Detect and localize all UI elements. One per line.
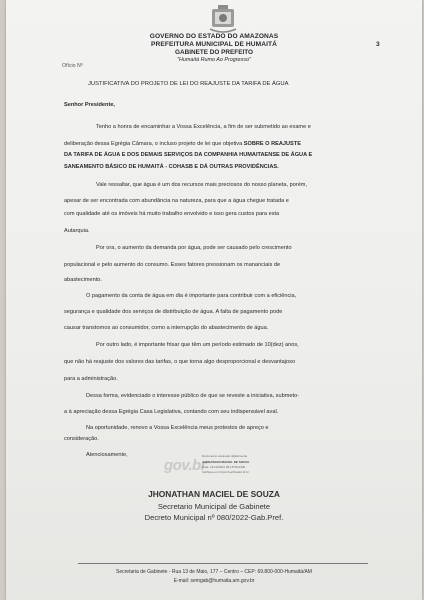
paragraph-4-line: segurança e qualidade dos serviços de distribuição de água. A falta de pagamento pode — [64, 309, 283, 315]
footer-email: E-mail: semgab@humaita.am.gov.br — [173, 578, 255, 584]
gov-br-logo: gov.br — [164, 457, 207, 474]
digital-signature-name: JHONATHAN MACIEL DE SOUZA — [202, 460, 250, 464]
paragraph-4-line: causar transtornos ao consumidor, como a interrupção do abastecimento de água. — [64, 325, 269, 331]
document-page — [6, 0, 422, 600]
page-number: 3 — [376, 41, 380, 48]
paragraph-3-line: populacional e pelo aumento do consumo. Esses fatores pressionam os mananciais de — [64, 262, 281, 268]
paragraph-1-bold-text: SOBRE O REAJUSTE — [243, 141, 301, 147]
paragraph-2-line: com qualidade até os imóveis há muito trabalho envolvido e isso gera custos para esta — [64, 211, 280, 217]
header-motto: "Humaitá Rumo Ao Progresso" — [177, 57, 251, 63]
signatory-name: JHONATHAN MACIEL DE SOUZA — [148, 489, 280, 499]
greeting: Senhor Presidente, — [64, 102, 115, 108]
paragraph-1-line: SANEAMENTO BÁSICO DE HUMAITÁ - COHASB E DÁ OUTRAS PROVIDÊNCIAS. — [64, 164, 279, 170]
paragraph-7-line: consideração. — [64, 436, 99, 442]
digital-signature-verify: Verifique em https://verificador.iti.br — [202, 470, 249, 474]
signatory-decree: Decreto Municipal nº 080/2022-Gab.Pref. — [144, 513, 284, 522]
paragraph-6-line: a à apreciação dessa Egrégia Casa Legislativa, contando com seu indispensável aval. — [64, 409, 279, 415]
paragraph-1-line: DA TARIFA DE ÁGUA E DOS DEMAIS SERVIÇOS DA COMPANHIA HUMAITAENSE DE ÁGUA E — [64, 152, 313, 158]
header-office: GABINETE DO PREFEITO — [175, 49, 253, 56]
document-subject: JUSTIFICATIVA DO PROJETO DE LEI DO REAJUSTE DA TARIFA DE ÁGUA — [88, 81, 289, 87]
paragraph-2-line: Autarquia. — [64, 228, 90, 234]
footer-divider — [78, 563, 368, 564]
paragraph-5-line: para a administração. — [64, 376, 118, 382]
paragraph-1-line: Tenho a honra de encaminhar a Vossa Excelência, a fim de ser submetido ao exame e — [96, 124, 311, 130]
paragraph-5-line: que não há reajuste dos valores das tarifas, o que torna algo desproporcional e desvantajoso — [64, 359, 296, 365]
coat-of-arms-icon — [208, 4, 238, 34]
footer-address: Secretaria de Gabinete - Rua 13 de Maio, 177 – Centro – CEP: 69.800-000-Humaitá/AM — [116, 569, 312, 575]
header-city-hall: PREFEITURA MUNICIPAL DE HUMAITÁ — [150, 41, 278, 48]
digital-signature-line: Documento assinado digitalmente — [202, 454, 248, 458]
signatory-role: Secretario Municipal de Gabinete — [157, 502, 271, 511]
paragraph-4-line: O pagamento da conta de água em dia é importante para contribuir com a eficiência, — [86, 293, 297, 299]
paragraph-3-line: abastecimento. — [64, 277, 102, 283]
paragraph-6-line: Dessa forma, evidenciado o interesse público de que se reveste a iniciativa, submeto- — [86, 393, 299, 399]
paragraph-1-line — [64, 142, 410, 148]
paragraph-2-line: apesar de ser encontrada com abundância na natureza, para que a água chegue tratada e — [64, 198, 289, 204]
paragraph-7-line: Na oportunidade, renovo a Vossa Excelência meus protestos de apreço e — [86, 425, 269, 431]
header-state: GOVERNO DO ESTADO DO AMAZONAS — [149, 33, 279, 40]
document-reference: Ofício Nº — [62, 63, 83, 69]
paragraph-2-line: Vale ressaltar, que água é um dos recursos mais preciosos do nosso planeta, porém, — [96, 182, 308, 188]
digital-signature-date: Data: 21/12/2022 09:18:56-0300 — [202, 465, 246, 469]
closing: Atenciosamente, — [86, 452, 128, 458]
paragraph-3-line: Por ora, o aumento da demanda por água, pode ser causado pelo crescimento — [96, 245, 292, 251]
paragraph-1-text: deliberação dessa Egrégia Câmara, o incluso projeto de lei que objetiva — [64, 141, 244, 147]
paragraph-5-line: Por outro lado, é importante frisar que têm um período estimado de 10(dez) anos, — [96, 342, 299, 348]
